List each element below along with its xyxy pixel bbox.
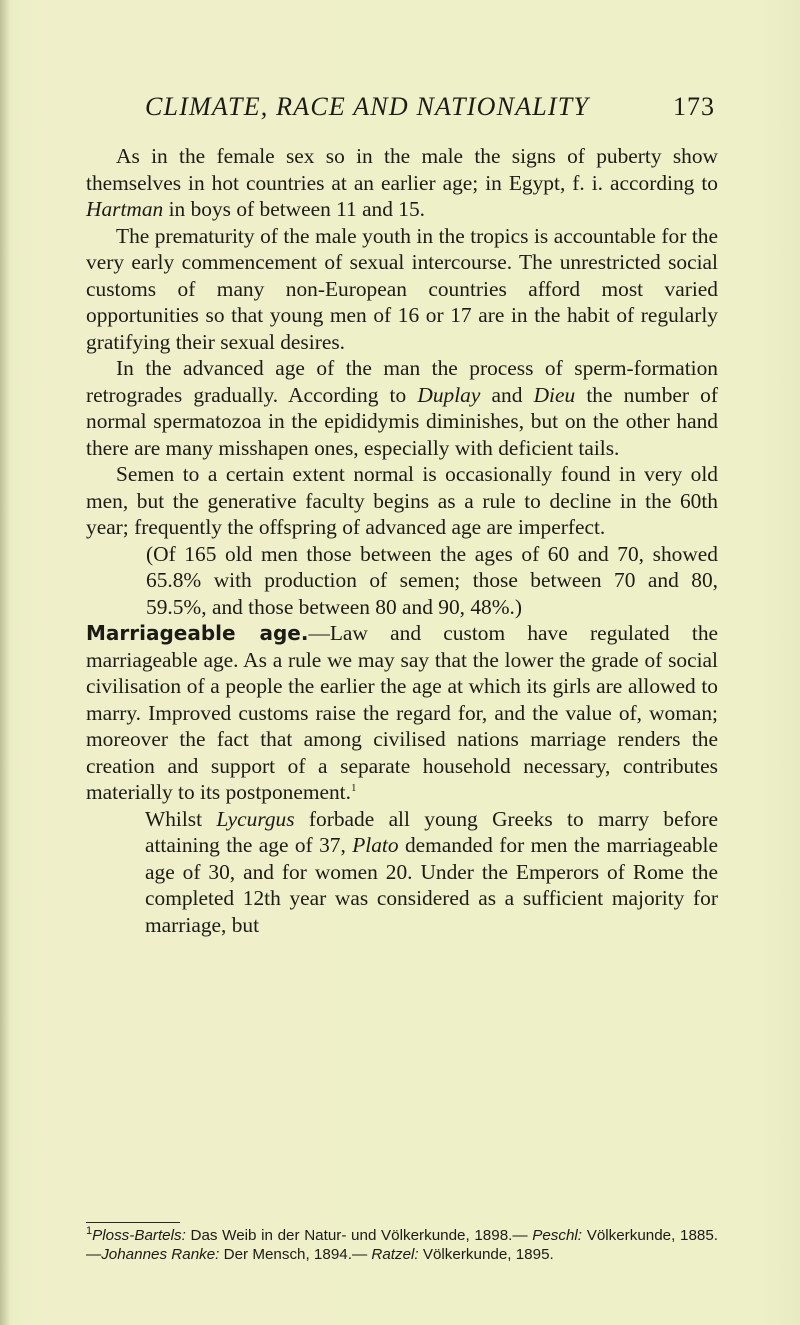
- paragraph-prematurity: The prematurity of the male youth in the tropics is accountable for the very early commencement of sexual intercourse. The unrestricted social customs of many non-European countries afford most varied opportunities so that young men of 16 or 17 are in the habit of regularly gratifying their sexual desires.: [86, 223, 718, 354]
- paragraph-lycurgus: Whilst Lycurgus forbade all young Greeks to marry before attaining the age of 37, Plato demanded for men the marriageable age of 30, and for women 20. Under the Emperors of Rome the completed 12th year was considered as a sufficient majority for marriage, but: [145, 806, 718, 937]
- footnote-1: $^1$Ploss-Bartels: Das Weib in der Natur- und Völkerkunde, 1898.— Peschl: Völkerkunde, 1885.—Johannes Ranke: Der Mensch, 1894.— Ratzel: Völkerkunde, 1895.: [86, 1224, 718, 1263]
- page-number: 173: [673, 92, 715, 121]
- author-name: Plato: [352, 833, 399, 857]
- gutter-shadow: [0, 0, 10, 1325]
- paragraph-statistics: (Of 165 old men those between the ages of 60 and 70, showed 65.8% with production of semen; those between 70 and 80, 59.5%, and those between 80 and 90, 48%.): [146, 541, 718, 619]
- page-header: [145, 92, 715, 132]
- author-name: Lycurgus: [216, 806, 295, 831]
- paragraph-puberty: As in the female sex so in the male the signs of puberty show themselves in hot countries at an earlier age; in Egypt, f. i. according to Hartman in boys of between 11 and 15.: [86, 144, 718, 221]
- running-title: CLIMATE, RACE AND NATIONALITY: [145, 92, 590, 121]
- footnote-reference[interactable]: 1: [350, 781, 357, 794]
- author-name: Hartman: [86, 197, 164, 221]
- footnote-rule: [86, 1222, 180, 1223]
- body-text: [86, 143, 718, 938]
- paragraph-marriageable-age: Marriageable age.—Law and custom have regulated the marriageable age. As a rule we may say that the lower the grade of social civilisation of a people the earlier the age at which its girls are allowed to marry. Improved customs raise the regard for, and the value of, woman; moreover the fact that among civilised nations marriage renders the creation and support of a separate household necessary, contributes materially to its postponement.$^1$: [86, 621, 719, 804]
- footnotes: [86, 1222, 718, 1264]
- author-name: Dieu: [533, 382, 576, 407]
- paragraph-semen: Semen to a certain extent normal is occasionally found in very old men, but the generative faculty begins as a rule to decline in the 60th year; frequently the offspring of advanced age are imperfect.: [86, 462, 718, 539]
- author-name: Duplay: [417, 382, 481, 407]
- paragraph-advanced-age: In the advanced age of the man the process of sperm-formation retrogrades gradually. According to Duplay and Dieu the number of normal spermatozoa in the epididymis diminishes, but on the other hand there are many misshapen ones, especially with deficient tails.: [86, 356, 718, 460]
- section-heading: Marriageable age.: [86, 621, 309, 645]
